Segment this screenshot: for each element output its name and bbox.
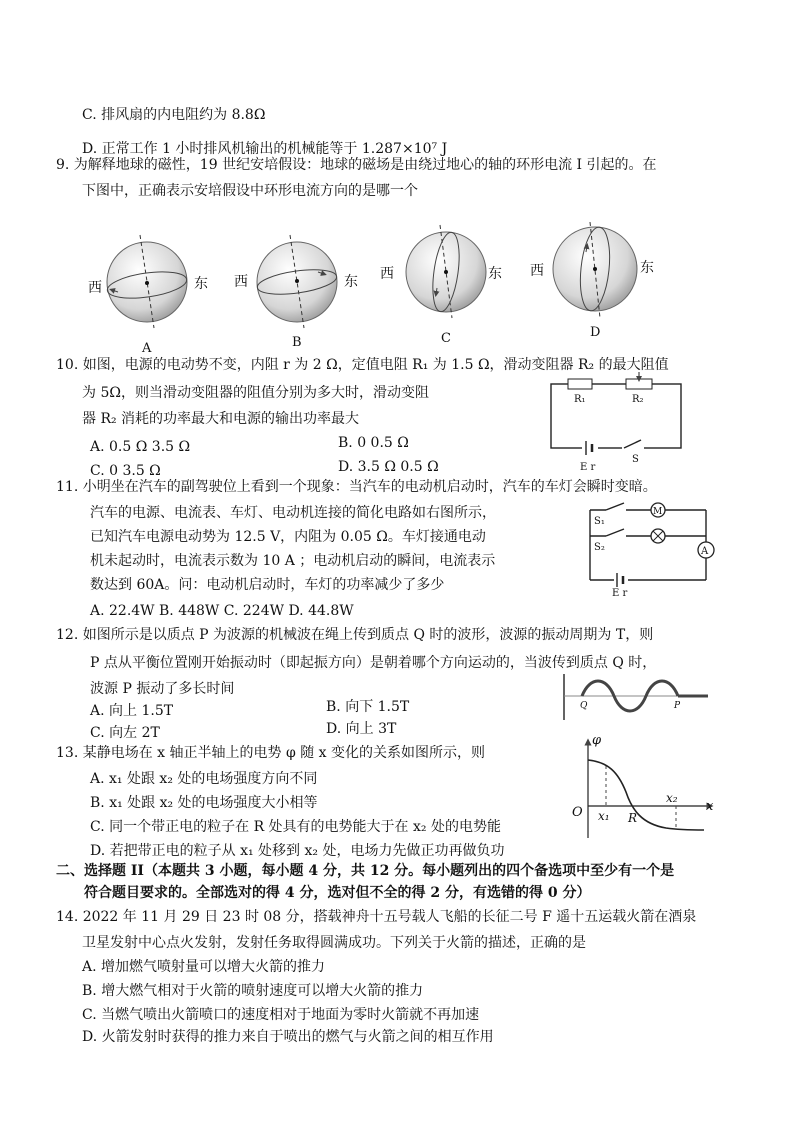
q13-option-b: B. x₁ 处跟 x₂ 处的电场强度大小相等 xyxy=(90,795,318,811)
globe-c-east: 东 xyxy=(488,266,502,282)
q8-option-c: C. 排风扇的内电阻约为 8.8Ω xyxy=(82,107,266,123)
q10-option-d: D. 3.5 Ω 0.5 Ω xyxy=(338,459,439,475)
q14-stem-line2: 卫星发射中心点火发射，发射任务取得圆满成功。下列关于火箭的描述，正确的是 xyxy=(82,935,586,951)
globe-d-west: 西 xyxy=(530,263,544,279)
section2-heading-line2: 符合题目要求的。全部选对的得 4 分，选对但不全的得 2 分，有选错的得 0 分） xyxy=(84,885,591,901)
q13-origin-label: O xyxy=(572,805,583,820)
q13-option-a: A. x₁ 处跟 x₂ 处的电场强度方向不同 xyxy=(90,771,318,787)
q12-option-a: A. 向上 1.5T xyxy=(90,703,174,719)
q10-option-a: A. 0.5 Ω 3.5 Ω xyxy=(90,439,191,455)
q10-stem-line2: 为 5Ω，则当滑动变阻器的阻值分别为多大时，滑动变阻 xyxy=(82,385,429,401)
q12-option-b: B. 向下 1.5T xyxy=(326,699,410,715)
q13-x1-label: x₁ xyxy=(598,809,610,823)
section2-heading-line1: 二、选择题 II（本题共 3 小题，每小题 4 分，共 12 分。每小题列出的四个备选项中至少有一个是 xyxy=(56,863,675,879)
globe-c xyxy=(380,225,502,346)
globe-b xyxy=(234,235,358,350)
globe-b-west: 西 xyxy=(234,274,248,290)
globe-d-east: 东 xyxy=(640,260,654,276)
q11-stem-line2: 汽车的电源、电流表、车灯、电动机连接的简化电路如右图所示， xyxy=(90,505,496,521)
q13-option-c: C. 同一个带正电的粒子在 R 处具有的电势能大于在 x₂ 处的电势能 xyxy=(90,819,501,835)
q11-ammeter-label: A xyxy=(701,546,709,557)
q12-p-label: P xyxy=(674,701,681,711)
q13-option-d: D. 若把带正电的粒子从 x₁ 处移到 x₂ 处，电场力先做正功再做负功 xyxy=(90,843,505,859)
q11-stem-line4: 机未起动时，电流表示数为 10 A ；电动机启动的瞬间，电流表示 xyxy=(90,553,496,569)
q10-s-label: S xyxy=(632,454,639,465)
globe-b-label: B xyxy=(292,335,302,350)
q13-x2-label: x₂ xyxy=(666,791,678,805)
q10-option-b: B. 0 0.5 Ω xyxy=(338,435,409,451)
q14-option-c: C. 当燃气喷出火箭喷口的速度相对于地面为零时火箭就不再加速 xyxy=(82,1007,480,1023)
q11-s1-label: S₁ xyxy=(594,516,605,527)
globe-d-label: D xyxy=(590,325,601,340)
q14-option-a: A. 增加燃气喷射量可以增大火箭的推力 xyxy=(82,959,326,975)
q10-stem-line3: 器 R₂ 消耗的功率最大和电源的输出功率最大 xyxy=(82,411,360,427)
q13-phi-label: φ xyxy=(592,733,602,748)
q11-stem-line3: 已知汽车电源电动势为 12.5 V，内阻为 0.05 Ω。车灯接通电动 xyxy=(90,529,486,545)
q12-stem-line2: P 点从平衡位置刚开始振动时（即起振方向）是朝着哪个方向运动的，当波传到质点 Q 时， xyxy=(90,655,657,671)
q10-stem-line1: 10. 如图，电源的电动势不变，内阻 r 为 2 Ω，定值电阻 R₁ 为 1.5 Ω，滑动变阻器 R₂ 的最大阻值 xyxy=(56,357,669,373)
q13-x-axis-label: x xyxy=(706,799,714,814)
q14-option-b: B. 增大燃气相对于火箭的喷射速度可以增大火箭的推力 xyxy=(82,983,424,999)
globe-c-label: C xyxy=(441,331,451,346)
q8-option-d: D. 正常工作 1 小时排风机输出的机械能等于 1.287×10⁷ J xyxy=(82,141,448,157)
globe-b-east: 东 xyxy=(344,274,358,290)
q10-r1-label: R₁ xyxy=(574,394,586,405)
q10-r2-label: R₂ xyxy=(632,394,644,405)
q11-er-label: E r xyxy=(612,588,628,599)
q13-stem: 13. 某静电场在 x 轴正半轴上的电势 φ 随 x 变化的关系如图所示，则 xyxy=(56,745,486,761)
q11-stem-line5: 数达到 60A。问：电动机启动时，车灯的功率减少了多少 xyxy=(90,577,445,593)
q14-stem-line1: 14. 2022 年 11 月 29 日 23 时 08 分，搭载神舟十五号载人飞船的长征二号 F 遥十五运载火箭在酒泉 xyxy=(56,909,697,925)
q11-stem-line1: 11. 小明坐在汽车的副驾驶位上看到一个现象：当汽车的电动机启动时，汽车的车灯会瞬时变暗。 xyxy=(56,479,657,495)
q13-potential-graph xyxy=(566,734,716,844)
q12-option-c: C. 向左 2T xyxy=(90,725,160,741)
globe-c-west: 西 xyxy=(380,266,394,282)
q9-stem-line2: 下图中，正确表示安培假设中环形电流方向的是哪一个 xyxy=(82,183,418,199)
q11-s2-label: S₂ xyxy=(594,542,605,553)
q12-q-label: Q xyxy=(580,701,588,711)
q9-stem-line1: 9. 为解释地球的磁性，19 世纪安培假设：地球的磁场是由绕过地心的轴的环形电流 I 引起的。在 xyxy=(56,157,657,173)
q12-option-d: D. 向上 3T xyxy=(326,721,397,737)
q10-er-label: E r xyxy=(580,462,596,473)
q11-options: A. 22.4W B. 448W C. 224W D. 44.8W xyxy=(90,603,354,619)
q11-circuit xyxy=(584,500,716,599)
q12-wave-figure xyxy=(562,672,712,724)
q10-circuit xyxy=(546,378,686,473)
q11-motor-label: M xyxy=(653,507,663,517)
globe-a-west: 西 xyxy=(88,280,102,296)
globe-a-label: A xyxy=(142,341,152,356)
q12-stem-line3: 波源 P 振动了多长时间 xyxy=(90,681,235,697)
q10-option-c: C. 0 3.5 Ω xyxy=(90,463,161,479)
q12-stem-line1: 12. 如图所示是以质点 P 为波源的机械波在绳上传到质点 Q 时的波形，波源的振动周期为 T，则 xyxy=(56,627,654,643)
globe-a xyxy=(88,235,208,356)
globe-d xyxy=(530,222,654,340)
q14-option-d: D. 火箭发射时获得的推力来自于喷出的燃气与火箭之间的相互作用 xyxy=(82,1029,494,1045)
globe-a-east: 东 xyxy=(194,276,208,292)
q13-r-label: R xyxy=(628,811,638,825)
q9-globe-figures xyxy=(0,220,794,360)
